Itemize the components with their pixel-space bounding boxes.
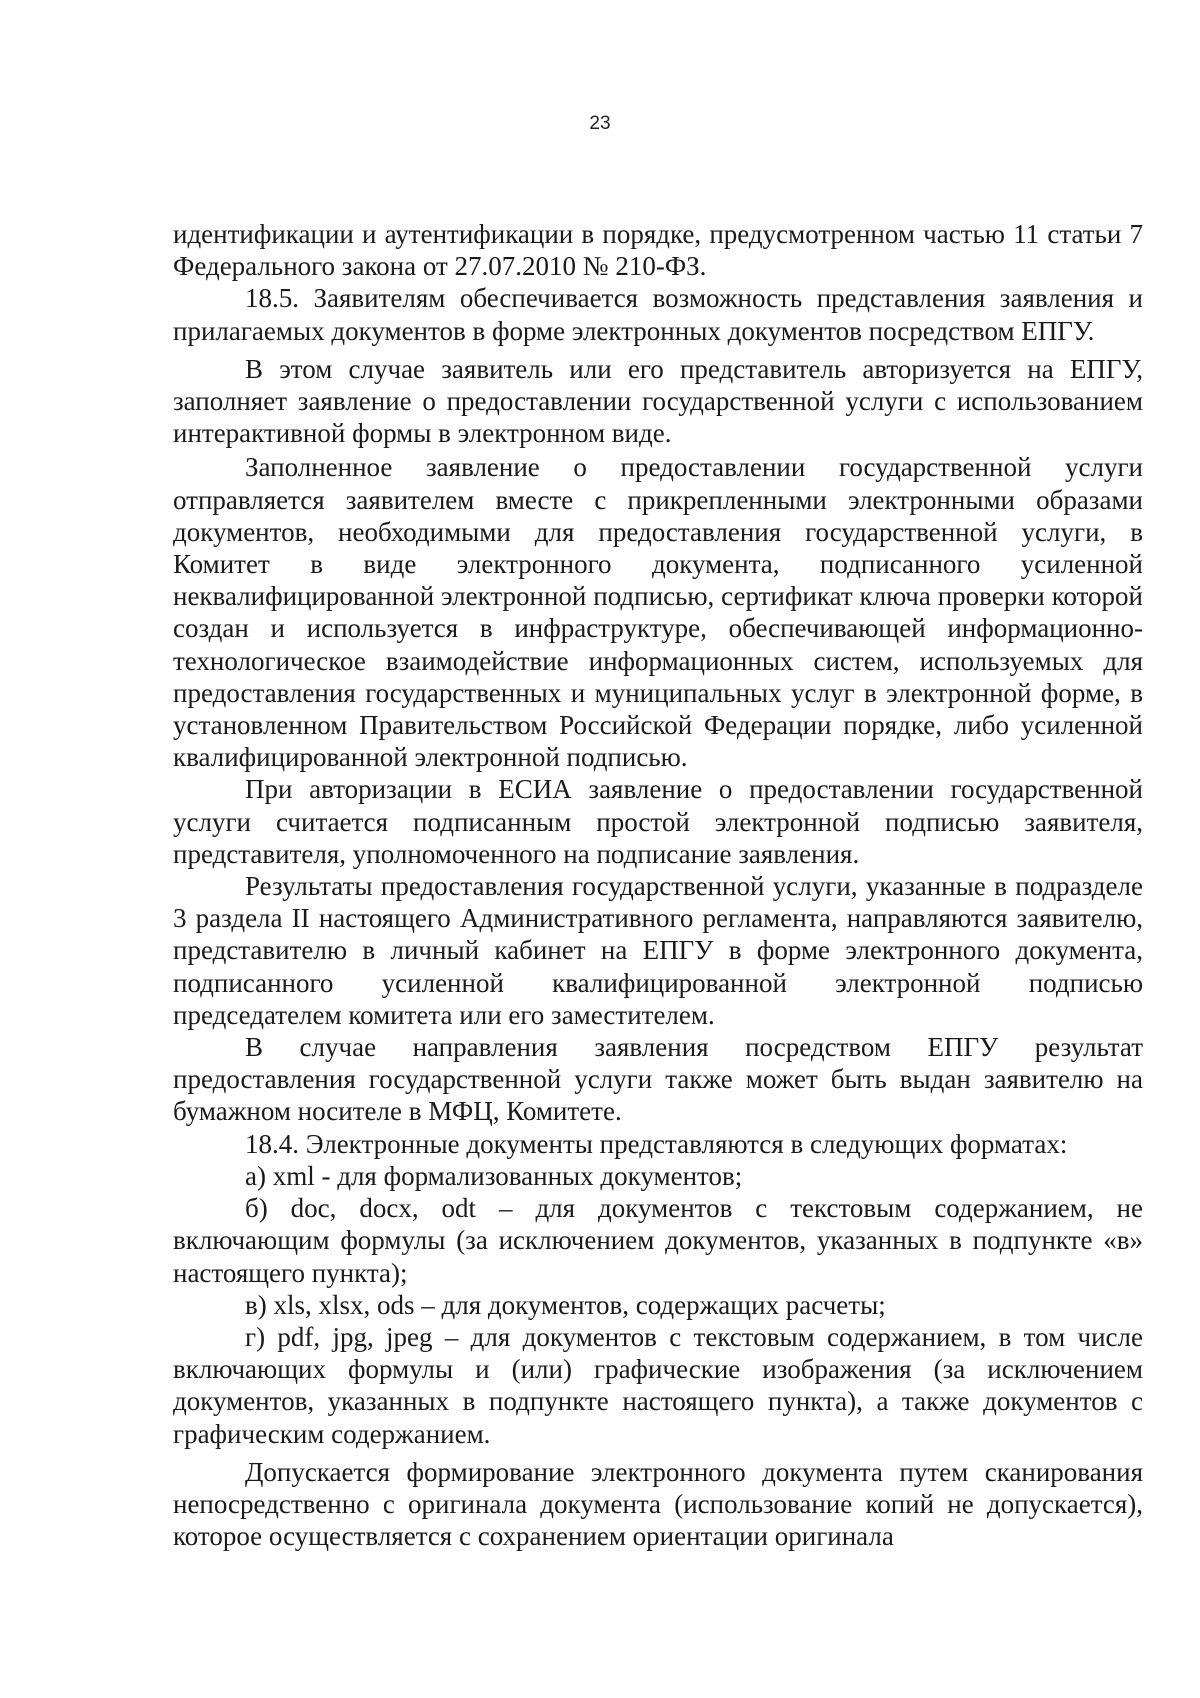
paragraph-filled-application: Заполненное заявление о предоставлении государственной услуги отправляется заявителем вместе с прикрепленными электронными образами документов, необходимыми для предоставления государственной услуги, в Комитет в виде электронного документа, подписанного усиленной неквалифицированной электронной подписью, сертификат ключа проверки которой создан и используется в инфраструктуре, обеспечивающей информационно-технологическое взаимодействие информационных систем, используемых для предоставления государственных и муниципальных услуг в электронной форме, в установленном Правительством Российской Федерации порядке, либо усиленной квалифицированной электронной подписью. [173, 452, 1143, 773]
list-item-g-pdf: г) pdf, jpg, jpeg – для документов с текстовым содержанием, в том числе включающих формулы и (или) графические изображения (за исключением документов, указанных в подпункте настоящего пункта), а также документов с графическим содержанием. [173, 1321, 1143, 1449]
paragraph-esia-authorization: При авторизации в ЕСИА заявление о предоставлении государственной услуги считается подписанным простой электронной подписью заявителя, представителя, уполномоченного на подписание заявления. [173, 774, 1143, 869]
list-item-b-doc: б) doc, docx, odt – для документов с текстовым содержанием, не включающим формулы (за исключением документов, указанных в подпункте «в» настоящего пункта); [173, 1193, 1143, 1288]
page-number: 23 [589, 113, 611, 134]
paragraph-results: Результаты предоставления государственной услуги, указанные в подразделе 3 раздела II настоящего Административного регламента, направляются заявителю, представителю в личный кабинет на ЕПГУ в форме электронного документа, подписанного усиленной квалифицированной электронной подписью председателем комитета или его заместителем. [173, 871, 1143, 1030]
paragraph-scanning: Допускается формирование электронного документа путем сканирования непосредственно с оригинала документа (использование копий не допускается), которое осуществляется с сохранением ориентации оригинала [173, 1456, 1143, 1552]
document-body [173, 218, 1143, 1552]
paragraph-18-5: 18.5. Заявителям обеспечивается возможность представления заявления и прилагаемых документов в форме электронных документов посредством ЕПГУ. [173, 283, 1143, 346]
list-item-v-xls: в) xls, xlsx, ods – для документов, содержащих расчеты; [245, 1289, 886, 1320]
paragraph-18-4-formats: 18.4. Электронные документы представляются в следующих форматах: [245, 1128, 1068, 1159]
paragraph-continuation: идентификации и аутентификации в порядке, предусмотренном частью 11 статьи 7 Федерального закона от 27.07.2010 № 210-ФЗ. [173, 219, 1143, 282]
paragraph-authorization-epgu: В этом случае заявитель или его представитель авторизуется на ЕПГУ, заполняет заявление о предоставлении государственной услуги с использованием интерактивной формы в электронном виде. [173, 353, 1143, 449]
list-item-a-xml: а) xml - для формализованных документов; [245, 1160, 743, 1191]
paragraph-paper-result: В случае направления заявления посредством ЕПГУ результат предоставления государственной услуги также может быть выдан заявителю на бумажном носителе в МФЦ, Комитете. [173, 1032, 1143, 1127]
